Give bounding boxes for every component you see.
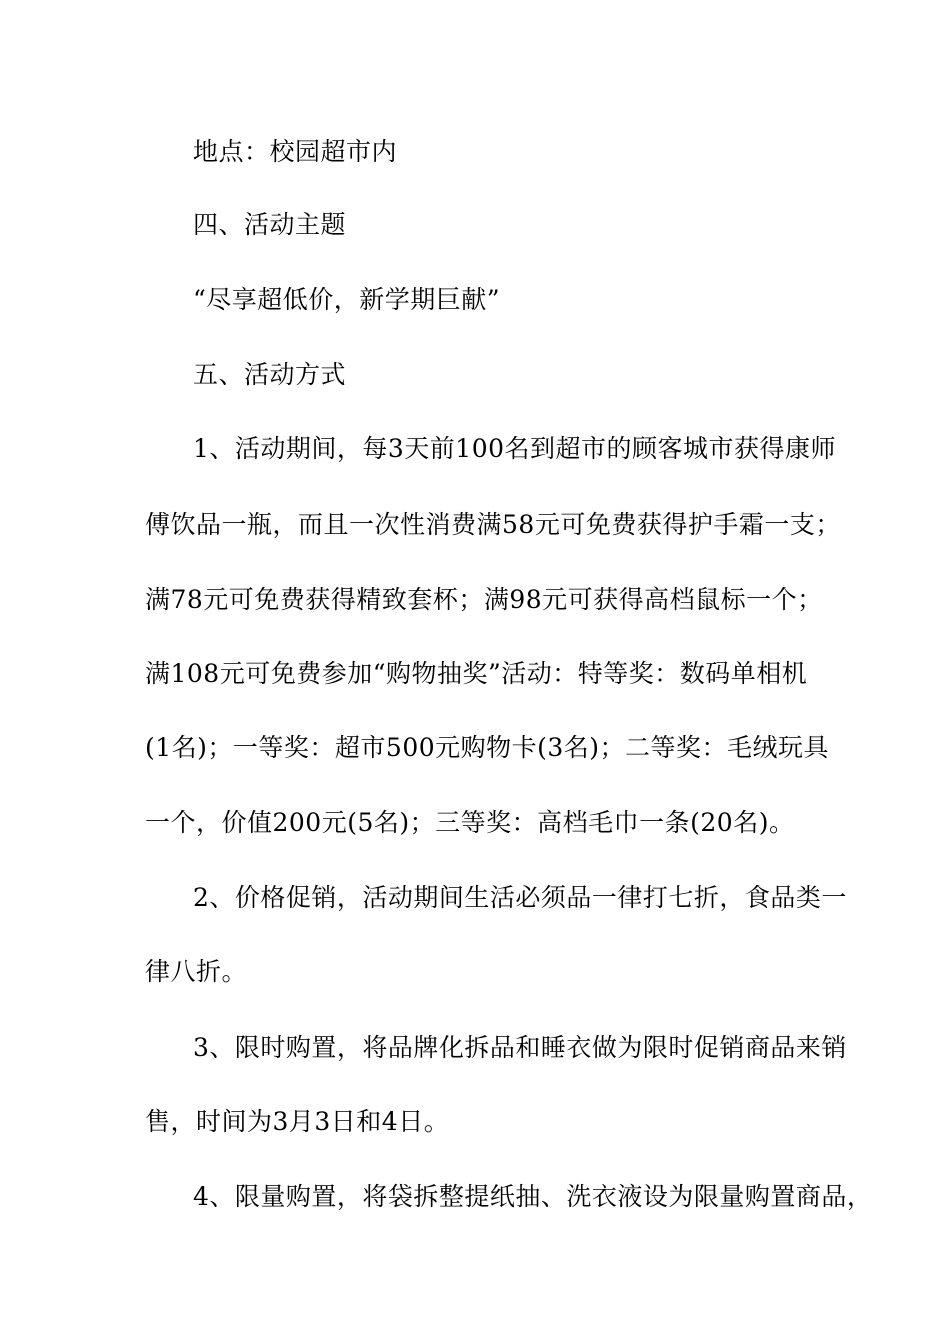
paragraph-line: 3、限时购置，将品牌化拆品和睡衣做为限时促销商品来销 <box>193 1033 847 1062</box>
location-line: 地点：校园超市内 <box>193 137 398 166</box>
paragraph-line: 傅饮品一瓶，而且一次性消费满58元可免费获得护手霜一支； <box>145 510 841 539</box>
paragraph-line: 4、限量购置，将袋拆整提纸抽、洗衣液设为限量购置商品， <box>193 1182 873 1211</box>
paragraph-line: (1名)；一等奖：超市500元购物卡(3名)；二等奖：毛绒玩具 <box>145 733 830 762</box>
section-heading-method: 五、活动方式 <box>193 360 347 389</box>
paragraph-line: 2、价格促销，活动期间生活必须品一律打七折，食品类一 <box>193 883 847 912</box>
section-heading-theme: 四、活动主题 <box>193 210 347 239</box>
paragraph-line: 1、活动期间，每3天前100名到超市的顾客城市获得康师 <box>193 434 837 463</box>
paragraph-line: 满78元可免费获得精致套杯；满98元可获得高档鼠标一个； <box>145 585 823 614</box>
paragraph-line: 律八折。 <box>145 957 248 986</box>
paragraph-line: 售，时间为3月3日和4日。 <box>145 1107 450 1136</box>
paragraph-line: 满108元可免费参加“购物抽奖”活动：特等奖：数码单相机 <box>145 659 808 688</box>
paragraph-line: 一个，价值200元(5名)；三等奖：高档毛巾一条(20名)。 <box>145 808 795 837</box>
theme-slogan: “尽享超低价，新学期巨献” <box>193 285 501 314</box>
